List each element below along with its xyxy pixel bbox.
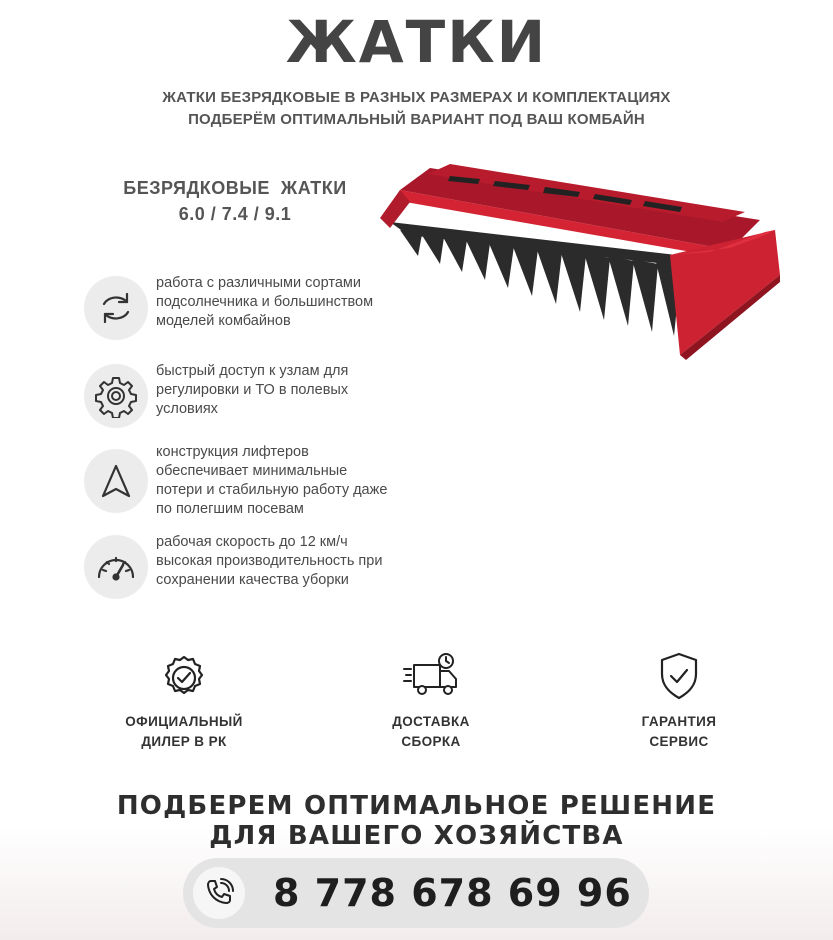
feature-line: быстрый доступ к узлам для [156,363,349,379]
phone-contact-button[interactable] [183,858,649,928]
feature-line: высокая производительность при [156,553,383,569]
feature-line: моделей комбайнов [156,313,291,329]
feature-text [156,533,466,590]
feature-item-speed [84,533,464,603]
feature-text [156,274,466,331]
feature-item-access [84,362,464,432]
badge-label-line: ДИЛЕР В РК [141,734,227,749]
badge-label-line: СБОРКА [401,734,461,749]
feature-icon-circle [84,535,148,599]
subtitle-line-1: ЖАТКИ БЕЗРЯДКОВЫЕ В РАЗНЫХ РАЗМЕРАХ И КОМПЛЕКТАЦИЯХ [162,89,671,106]
cta-line-2: ДЛЯ ВАШЕГО ХОЗЯЙСТВА [209,821,624,851]
badge-label-line: ДОСТАВКА [392,714,470,729]
feature-line: условиях [156,401,218,417]
feature-text [156,443,466,519]
subtitle-line-2: ПОДБЕРЁМ ОПТИМАЛЬНЫЙ ВАРИАНТ ПОД ВАШ КОМБАЙН [188,111,645,128]
certified-badge-icon [160,652,208,700]
badge-icon-wrap [94,650,274,702]
navigation-arrow-icon [96,461,136,501]
feature-item-varieties [84,274,464,344]
badge-delivery [341,650,521,752]
feature-line: обеспечивает минимальные [156,463,348,479]
feature-line: работа с различными сортами [156,275,361,291]
product-sizes: 6.0 / 7.4 / 9.1 [178,204,292,224]
badge-label [94,712,274,752]
feature-text [156,362,466,419]
shield-check-icon [657,651,701,701]
product-name [90,175,380,227]
badge-label [341,712,521,752]
speedometer-icon [94,545,138,589]
feature-line: рабочая скорость до 12 км/ч [156,534,348,550]
subtitle [0,87,833,131]
page-title: ЖАТКИ [285,8,548,76]
badge-label-line: ОФИЦИАЛЬНЫЙ [125,714,243,729]
badge-label [589,712,769,752]
badge-label-line: ГАРАНТИЯ [641,714,717,729]
feature-line: потери и стабильную работу даже [156,482,388,498]
feature-line: по полегшим посевам [156,501,304,517]
feature-icon-circle [84,449,148,513]
product-name-label: БЕЗРЯДКОВЫЕ ЖАТКИ [123,178,347,198]
feature-line: подсолнечника и большинством [156,294,374,310]
badge-label-line: СЕРВИС [649,734,709,749]
feature-line: конструкция лифтеров [156,444,309,460]
feature-line: регулировки и ТО в полевых [156,382,349,398]
delivery-truck-icon [402,651,460,701]
feature-item-lifters [84,443,464,517]
feature-icon-circle [84,364,148,428]
call-to-action [0,791,833,851]
gear-icon [94,374,138,418]
badge-warranty [589,650,769,752]
cta-line-1: ПОДБЕРЕМ ОПТИМАЛЬНОЕ РЕШЕНИЕ [116,791,717,821]
badge-icon-wrap [589,650,769,702]
phone-number: 8 778 678 69 96 [273,871,632,915]
badge-official-dealer [94,650,274,752]
feature-icon-circle [84,276,148,340]
phone-icon [202,876,236,910]
refresh-icon [96,288,136,328]
badge-icon-wrap [341,650,521,702]
phone-icon-circle [193,867,245,919]
feature-line: сохранении качества уборки [156,572,349,588]
